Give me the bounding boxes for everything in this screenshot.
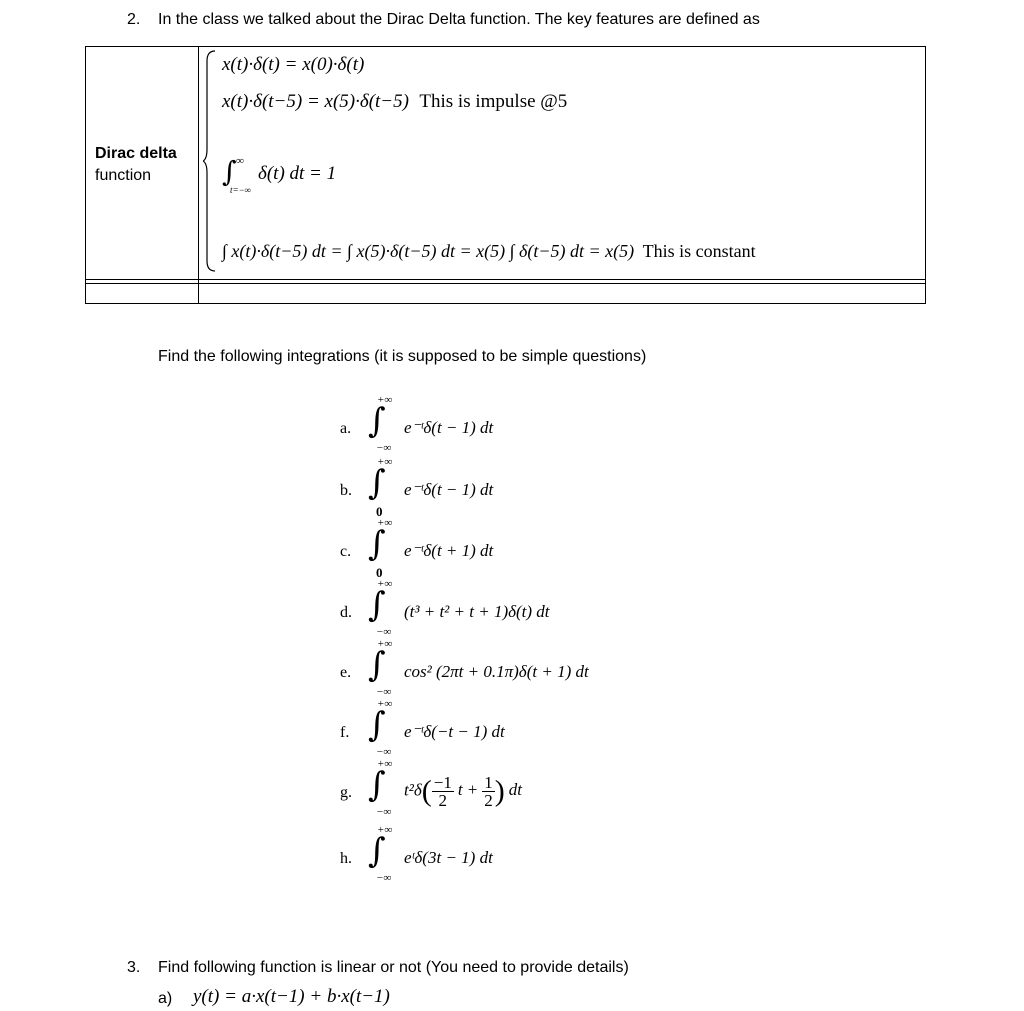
integral-icon: ∫	[368, 585, 386, 625]
problem-label: g.	[340, 784, 352, 801]
integral-icon: ∫	[368, 463, 386, 503]
fraction-1-numerator: −1	[433, 773, 452, 792]
problem-label: e.	[340, 664, 352, 681]
integral-lower-limit: 0	[376, 504, 383, 519]
integrand-expression: e⁻ᵗδ(t + 1) dt	[404, 541, 494, 560]
fraction-2	[482, 774, 495, 809]
definition-equation-4: ∫ x(t)·δ(t−5) dt = ∫ x(5)·δ(t−5) dt = x(5) ∫ δ(t−5) dt = x(5)	[222, 241, 635, 261]
table-label-cell	[95, 143, 177, 187]
problem-label: h.	[340, 850, 352, 867]
fraction-2-denominator: 2	[484, 791, 493, 810]
question-3-number: 3.	[127, 959, 141, 976]
integral-upper-limit: +∞	[377, 394, 393, 406]
problem-label: d.	[340, 604, 352, 621]
question-3-text: Find following function is linear or not (You need to provide details)	[158, 959, 629, 976]
integral-upper-limit: +∞	[377, 758, 393, 770]
problem-label: a.	[340, 420, 352, 437]
integral-lower-limit: 0	[376, 565, 383, 580]
integral-icon: ∫	[368, 831, 386, 871]
integrand-expression: e⁻ᵗδ(t − 1) dt	[404, 418, 494, 437]
definition-equation-3-row	[222, 155, 422, 199]
table-row-divider	[86, 279, 925, 280]
integral-lower-limit: −∞	[376, 872, 392, 884]
fraction-1	[432, 774, 454, 809]
integrand-expression	[404, 774, 522, 809]
definition-equation-2: x(t)·δ(t−5) = x(5)·δ(t−5)	[222, 91, 409, 112]
integral-icon: ∫	[368, 401, 386, 441]
integral-icon: ∫	[368, 645, 386, 685]
integrand-differential: dt	[508, 780, 523, 800]
integrand-expression: eᵗδ(3t − 1) dt	[404, 848, 493, 867]
integrand-prefix: t²δ	[404, 780, 422, 800]
table-label-line1: Dirac delta	[95, 145, 177, 162]
find-integrations-text: Find the following integrations (it is supposed to be simple questions)	[158, 348, 647, 365]
definition-equation-3: δ(t) dt = 1	[258, 163, 337, 184]
fraction-1-denominator: 2	[438, 791, 448, 810]
integral-icon: ∫	[368, 765, 386, 805]
integral-icon: ∫	[368, 705, 386, 745]
integral-lower-limit: −∞	[376, 626, 392, 638]
problem-label: b.	[340, 482, 352, 499]
question-3a-expression: y(t) = a·x(t−1) + b·x(t−1)	[193, 986, 390, 1007]
integral-upper-limit: +∞	[377, 638, 393, 650]
integrand-expression: e⁻ᵗδ(t − 1) dt	[404, 480, 494, 499]
integral-upper-limit: +∞	[377, 824, 393, 836]
table-column-divider	[198, 47, 199, 303]
integral-icon: ∫	[368, 524, 386, 564]
table-row-divider-2	[86, 283, 925, 284]
definition-equation-3-upper: ∞	[236, 155, 244, 167]
integrand-expression: e⁻ᵗδ(−t − 1) dt	[404, 722, 505, 741]
integral-upper-limit: +∞	[377, 698, 393, 710]
definition-equation-4-note: This is constant	[642, 241, 756, 261]
integral-upper-limit: +∞	[377, 578, 393, 590]
question-3a-label: a)	[158, 990, 173, 1007]
integral-lower-limit: −∞	[376, 442, 392, 454]
definition-equation-2-row	[222, 91, 567, 113]
definition-equation-2-note: This is impulse @5	[419, 91, 568, 112]
integral-upper-limit: +∞	[377, 456, 393, 468]
close-paren-icon: )	[494, 774, 505, 808]
integrand-expression: (t³ + t² + t + 1)δ(t) dt	[404, 602, 550, 621]
left-brace-icon	[203, 49, 217, 273]
definition-equation-1: x(t)·δ(t) = x(0)·δ(t)	[222, 54, 365, 75]
problem-label: c.	[340, 543, 352, 560]
integral-lower-limit: −∞	[376, 686, 392, 698]
integral-lower-limit: −∞	[376, 806, 392, 818]
definition-equation-3-lower: t=−∞	[230, 185, 252, 195]
integral-icon: ∫	[222, 155, 237, 188]
integral-upper-limit: +∞	[377, 517, 393, 529]
question-2-text: In the class we talked about the Dirac Delta function. The key features are defined as	[158, 11, 760, 28]
integral-lower-limit: −∞	[376, 746, 392, 758]
dirac-delta-table	[85, 46, 926, 304]
definition-equation-4-row	[222, 241, 756, 262]
integrand-middle: t +	[457, 780, 479, 800]
fraction-2-numerator: 1	[484, 773, 493, 792]
open-paren-icon: (	[421, 774, 432, 808]
integrand-expression: cos² (2πt + 0.1π)δ(t + 1) dt	[404, 662, 589, 681]
question-2-number: 2.	[127, 11, 141, 28]
table-label-line2: function	[95, 167, 152, 184]
problem-label: f.	[340, 724, 350, 741]
